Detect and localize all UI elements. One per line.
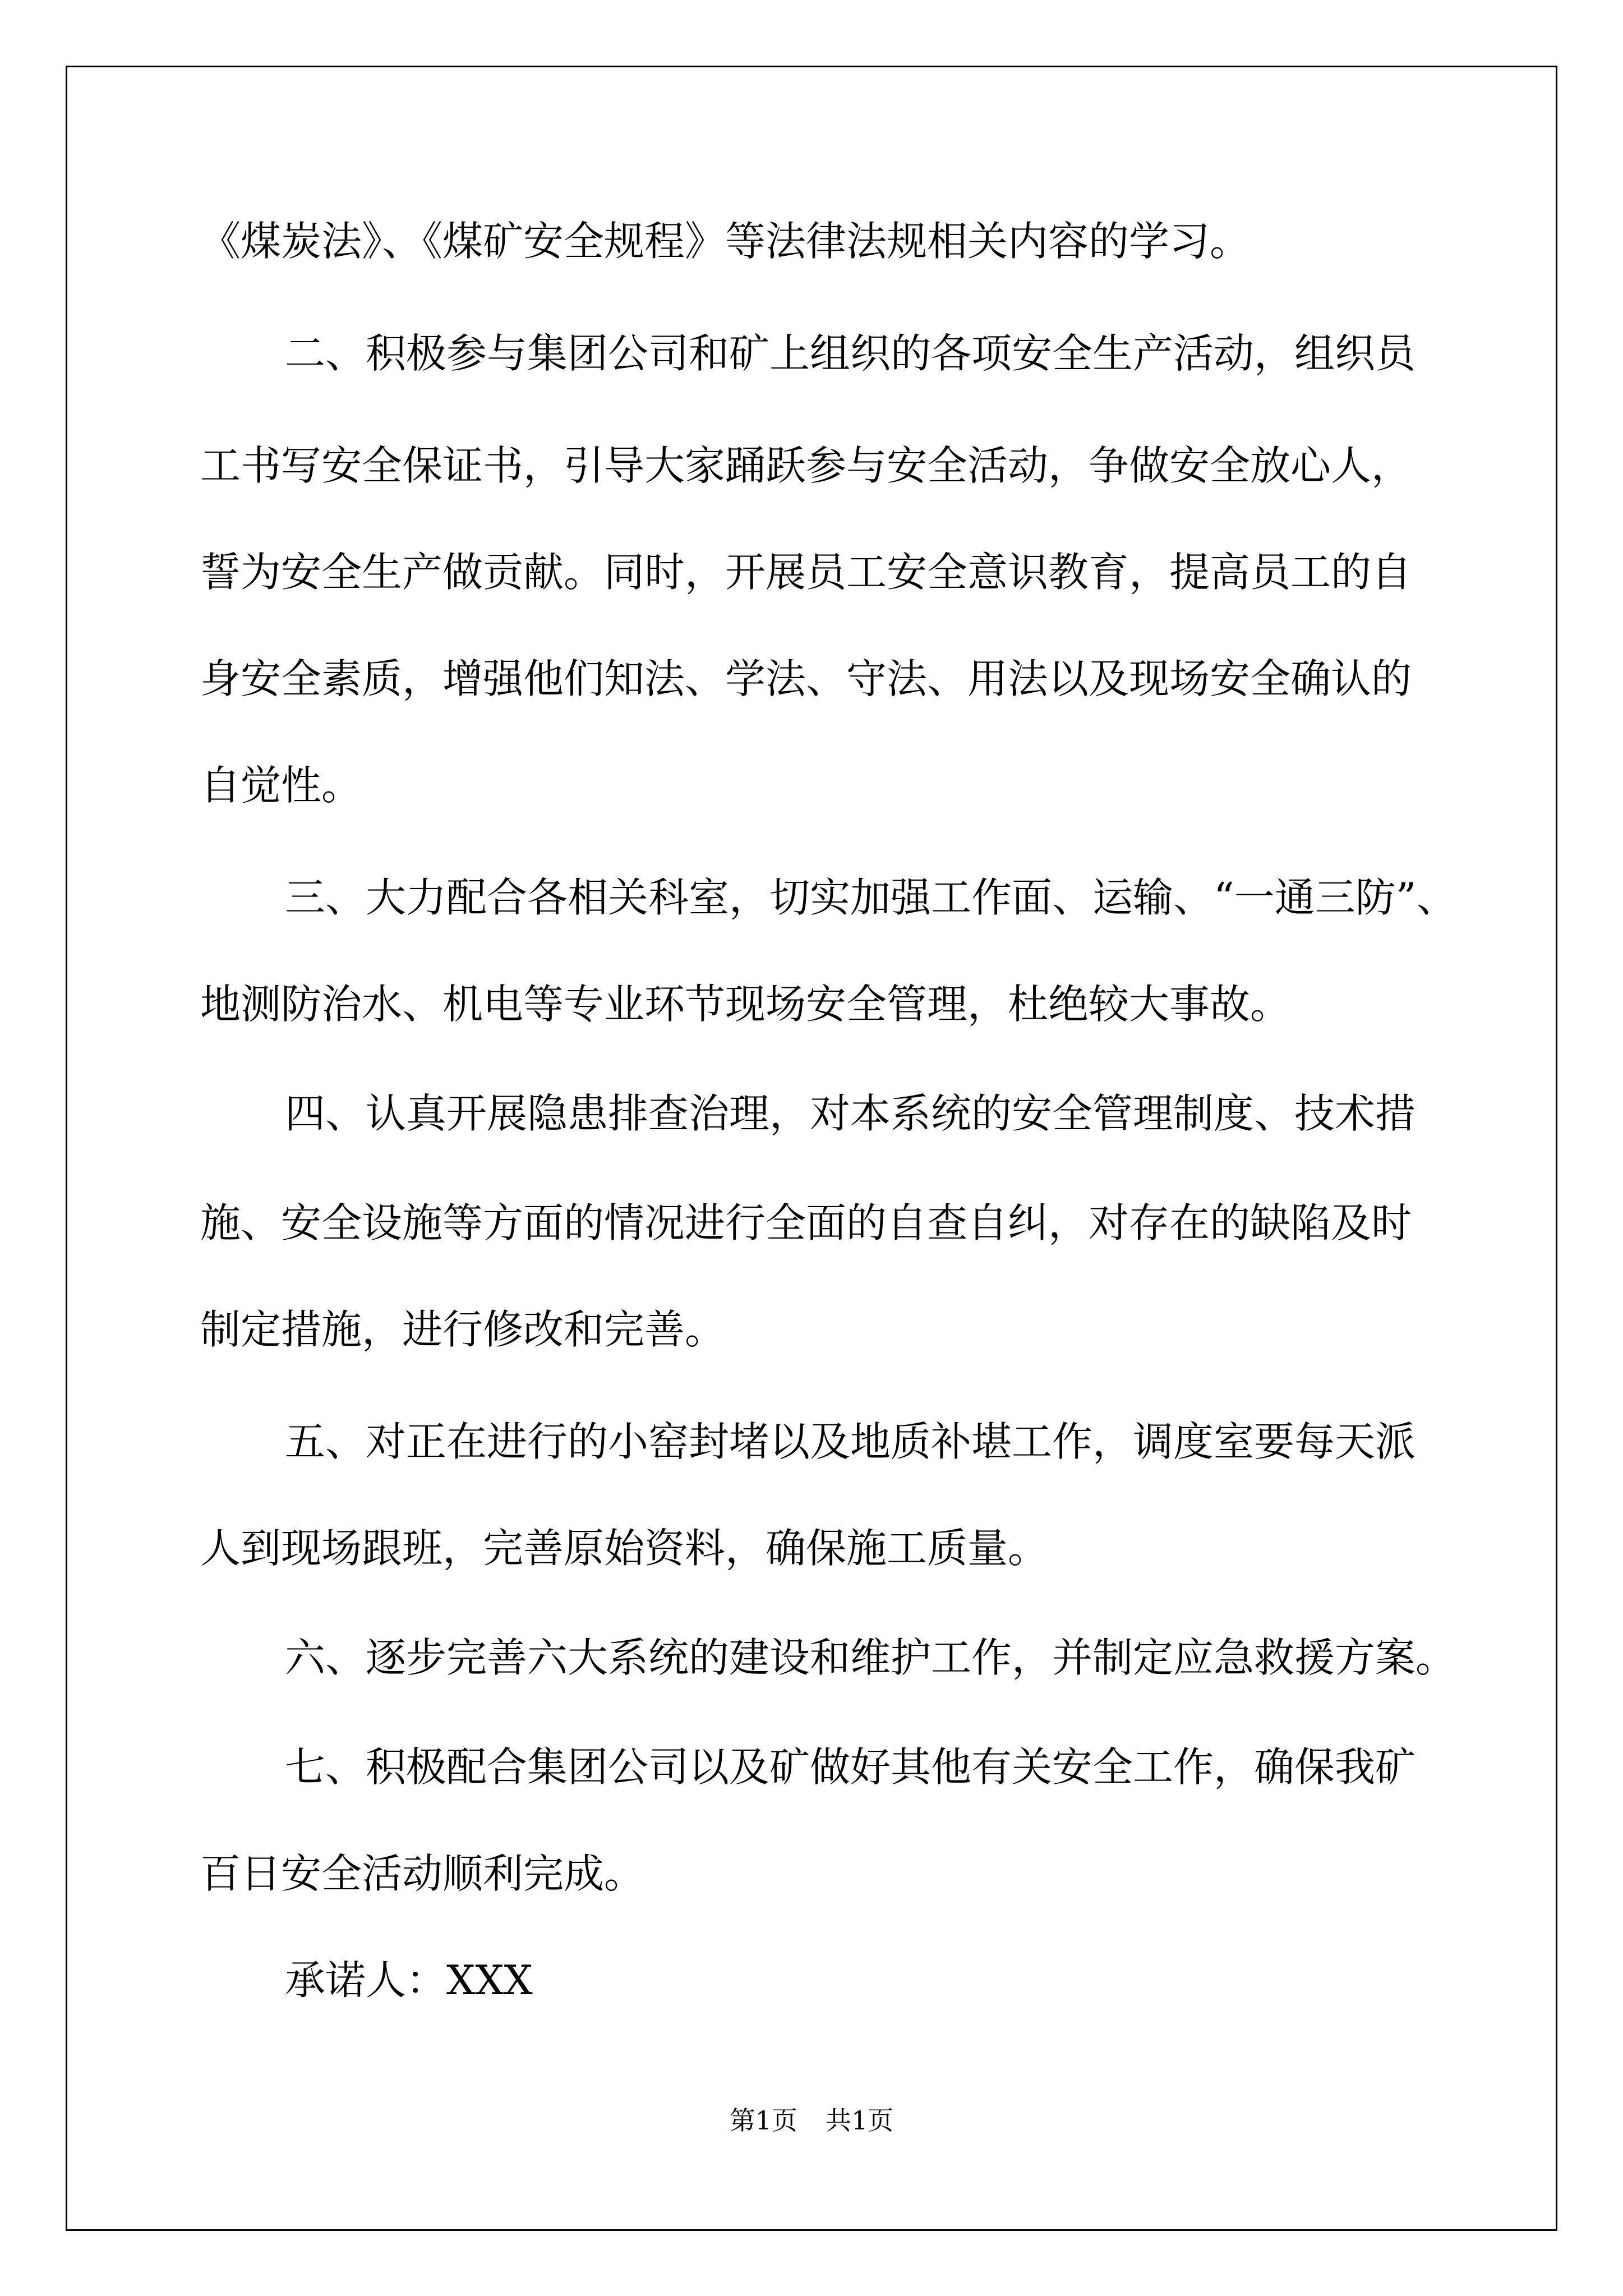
text-line: 工书写安全保证书，引导大家踊跃参与安全活动，争做安全放心人， [200, 442, 1412, 489]
text-line: 人到现场跟班，完善原始资料，确保施工质量。 [200, 1525, 1049, 1572]
text-line: 自觉性。 [200, 762, 362, 809]
page-number: 第1页 [729, 2105, 797, 2136]
paragraph-2-line-1: 二、积极参与集团公司和矿上组织的各项安全生产活动，组织员 [285, 330, 1416, 377]
paragraph-6-line-1: 六、逐步完善六大系统的建设和维护工作，并制定应急救援方案。 [285, 1634, 1456, 1681]
page-border [66, 66, 1557, 2231]
text-line: 身安全素质，增强他们知法、学法、守法、用法以及现场安全确认的 [200, 655, 1412, 702]
paragraph-7-line-1: 七、积极配合集团公司以及矿做好其他有关安全工作，确保我矿 [285, 1743, 1416, 1791]
text-line: 誓为安全生产做贡献。同时，开展员工安全意识教育，提高员工的自 [200, 549, 1412, 596]
text-line: 地测防治水、机电等专业环节现场安全管理，杜绝较大事故。 [200, 981, 1291, 1028]
text-line: 制定措施，进行修改和完善。 [200, 1306, 726, 1353]
text-line: 《煤炭法》、《煤矿安全规程》等法律法规相关内容的学习。 [200, 218, 1251, 265]
paragraph-4-line-1: 四、认真开展隐患排查治理，对本系统的安全管理制度、技术措 [285, 1090, 1416, 1137]
page-total: 共1页 [826, 2105, 894, 2136]
paragraph-5-line-1: 五、对正在进行的小窑封堵以及地质补堪工作，调度室要每天派 [285, 1418, 1416, 1465]
text-line: 施、安全设施等方面的情况进行全面的自查自纠，对存在的缺陷及时 [200, 1199, 1412, 1246]
signature-line: 承诺人：XXX [285, 1957, 533, 2004]
text-line: 百日安全活动顺利完成。 [200, 1850, 645, 1897]
page-footer [0, 2104, 1623, 2137]
paragraph-3-line-1: 三、大力配合各相关科室，切实加强工作面、运输、“一通三防”、 [285, 874, 1457, 921]
